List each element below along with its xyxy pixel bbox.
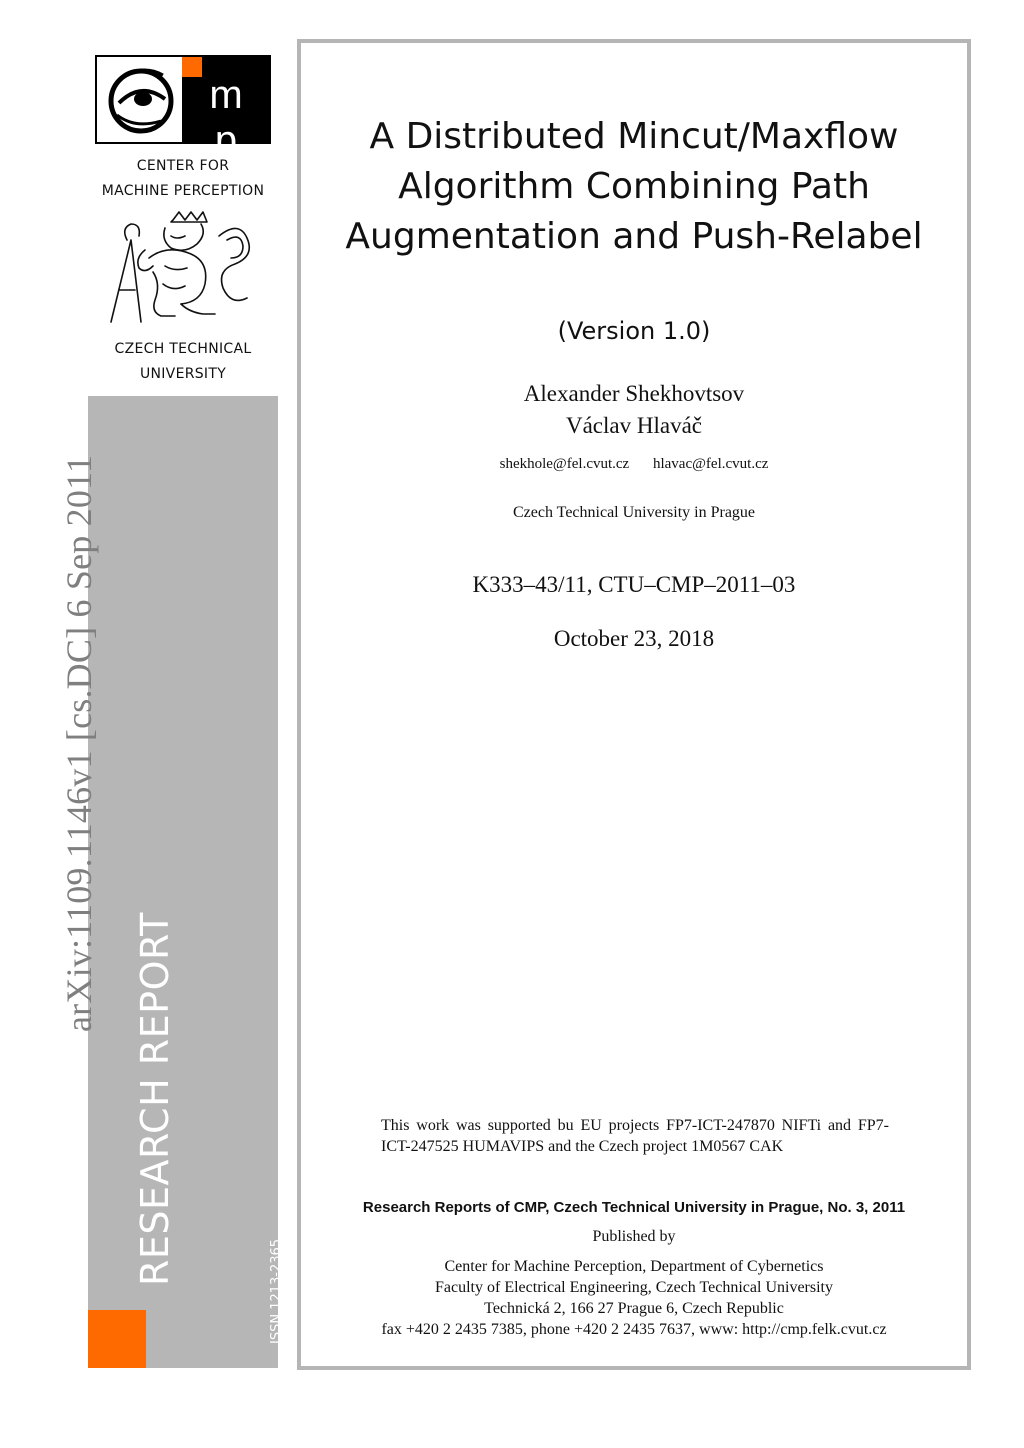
center-line-2: MACHINE PERCEPTION [101, 183, 265, 199]
title-line-1: A Distributed Mincut/Maxflow [369, 116, 899, 157]
author-email: shekhole@fel.cvut.cz [499, 456, 630, 472]
ctu-lion-crest-icon [105, 210, 255, 328]
title-line-3: Augmentation and Push-Relabel [345, 216, 923, 257]
email-list [301, 456, 967, 473]
research-report-band [88, 396, 278, 1368]
affiliation: Czech Technical University in Prague [512, 504, 756, 521]
publisher-address [301, 1256, 967, 1340]
arxiv-stamp: arXiv:1109.1146v1 [cs.DC] 6 Sep 2011 [59, 454, 99, 1032]
author-name: Václav Hlaváč [565, 413, 702, 438]
author-name: Alexander Shekhovtsov [523, 381, 745, 406]
center-line-1: CENTER FOR [136, 158, 230, 174]
title-line-2: Algorithm Combining Path [398, 166, 870, 207]
version-label: (Version 1.0) [557, 317, 711, 345]
research-report-label: RESEARCH REPORT [133, 912, 177, 1286]
funding-note: This work was supported bu EU projects FP7-ICT-247870 NIFTi and FP7-ICT-247525 HUMAVIPS and the Czech project 1M0567 CAK [381, 1117, 889, 1155]
report-series: Research Reports of CMP, Czech Technical University in Prague, No. 3, 2011 [362, 1199, 906, 1216]
published-by-label: Published by [592, 1228, 676, 1245]
center-name [90, 154, 276, 204]
orange-accent-block [88, 1310, 146, 1368]
ctu-line-2: UNIVERSITY [139, 366, 227, 382]
issn-label: ISSN 1213-2365 [269, 1238, 284, 1344]
address-line: Faculty of Electrical Engineering, Czech Technical University [435, 1279, 833, 1296]
report-date: October 23, 2018 [553, 626, 715, 651]
paper-title [301, 112, 967, 262]
logo-text: m p [209, 73, 253, 162]
author-list [301, 378, 967, 442]
university-name [90, 337, 276, 387]
address-line: Technická 2, 166 27 Prague 6, Czech Republic [484, 1300, 784, 1317]
eye-emblem-icon [105, 63, 177, 137]
author-email: hlavac@fel.cvut.cz [652, 456, 769, 472]
address-line: Center for Machine Perception, Department of Cybernetics [444, 1258, 824, 1275]
ctu-line-1: CZECH TECHNICAL [114, 341, 252, 357]
address-line: fax +420 2 2435 7385, phone +420 2 2435 7637, www: http://cmp.felk.cvut.cz [381, 1321, 887, 1338]
cmp-logo [95, 55, 271, 162]
report-number: K333–43/11, CTU–CMP–2011–03 [472, 572, 796, 597]
